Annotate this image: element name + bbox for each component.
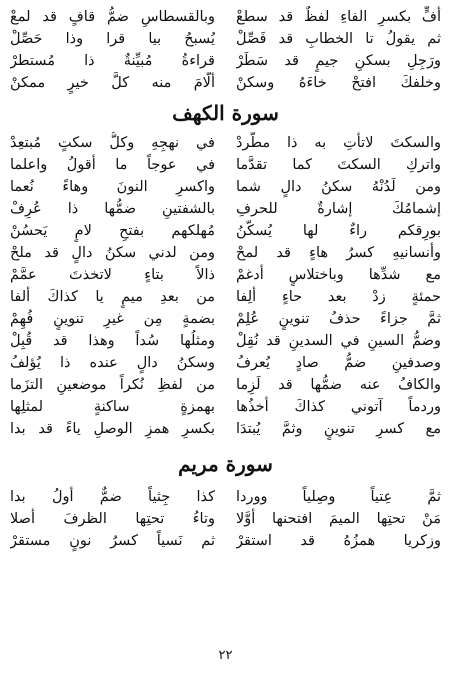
verse-hemistich-left: في نهجِهِ وكلُّ سكتٍ مُبتعِدْ bbox=[10, 135, 215, 151]
verse-line bbox=[10, 198, 441, 220]
verse-hemistich-right: ثم يقولُ تا الخطابِ قد فَصِّلْ bbox=[236, 31, 441, 47]
verse-hemistich-right: ثمَّ جزاءً حذفُ تنوينٍ عُلِمْ bbox=[236, 311, 441, 327]
verse-line bbox=[10, 6, 441, 28]
verse-line bbox=[10, 28, 441, 50]
verse-hemistich-right: ثمَّ عِتياً وصِلياً ووردا bbox=[236, 489, 441, 505]
poem-section-3 bbox=[10, 486, 441, 552]
verse-hemistich-right: والكافُ عنه ضمُّها قد لَزِما bbox=[236, 377, 441, 393]
verse-hemistich-right: إشمامُكَ إشارةٌ للحرفِ bbox=[236, 201, 441, 217]
verse-hemistich-left: ومثلُها سُداً وهذا قد قُبِلْ bbox=[10, 333, 215, 349]
verse-hemistich-right: مع شدِّها وباختلاسٍ أدغمْ bbox=[236, 267, 441, 283]
verse-line bbox=[10, 308, 441, 330]
verse-line bbox=[10, 176, 441, 198]
verse-hemistich-right: مع كسرِ تنوينٍ وثمَّ يُبتدَا bbox=[236, 421, 441, 437]
verse-hemistich-right: وردماً آتوني كذاكَ أخذُها bbox=[236, 399, 441, 415]
verse-line bbox=[10, 154, 441, 176]
verse-line bbox=[10, 264, 441, 286]
verse-line bbox=[10, 286, 441, 308]
verse-hemistich-left: قراءةُ مُبيِّنةٌ ذا مُستطرْ bbox=[10, 53, 215, 69]
verse-hemistich-right: وضمُّ السينِ في السدينِ قد نُقِلْ bbox=[236, 333, 441, 349]
verse-hemistich-left: كذا جِثياً ضمٌّ أولُ بدا bbox=[10, 489, 215, 505]
verse-line bbox=[10, 418, 441, 440]
verse-hemistich-left: ذالاً بتاءٍ لاتخذتَ عمَّمْ bbox=[10, 267, 215, 283]
verse-hemistich-right: وأنسانيهِ كسرُ هاءٍ قد لمحْ bbox=[236, 245, 441, 261]
verse-line bbox=[10, 132, 441, 154]
verse-hemistich-right: مَنْ تحتِها الميمَ افتحنها أوَّلا bbox=[236, 511, 441, 527]
verse-hemistich-right: أُفٍّ بكسرِ الفاءِ لفظٌ قد سطعْ bbox=[236, 9, 441, 25]
verse-hemistich-right: وزكريا همزُهُ قد استقرْ bbox=[236, 533, 441, 549]
verse-hemistich-right: بورِقكم راءٌ لها يُسكَّنُ bbox=[236, 223, 441, 239]
section-title-al-kahf: سورة الكهف bbox=[172, 101, 279, 125]
verse-hemistich-left: يُسبحُ بيا قرا وذا حَصِّلْ bbox=[10, 31, 215, 47]
verse-hemistich-right: وصدفينِ ضمُّ صادٍ يُعرفُ bbox=[236, 355, 441, 371]
verse-hemistich-right: والسكتَ لاتأتِ به ذا مطَّردْ bbox=[236, 135, 441, 151]
verse-hemistich-right: ورَجِلِ بسكنِ جيمٍ قد سَطَرْ bbox=[236, 53, 441, 69]
verse-hemistich-left: بضمةٍ مِن غيرِ تنوينٍ فُهِمْ bbox=[10, 311, 215, 327]
verse-hemistich-left: في عوجاً ما أقولُ واعلما bbox=[10, 157, 215, 173]
verse-line bbox=[10, 72, 441, 94]
verse-line bbox=[10, 396, 441, 418]
verse-hemistich-left: بهمزةٍ ساكنةٍ لمثلِها bbox=[10, 399, 215, 415]
verse-hemistich-left: بكسرِ همزِ الوصلِ ياءً قد بدا bbox=[10, 421, 215, 437]
verse-hemistich-right: ومن لَدُنْهُ سكنُ دالٍ شما bbox=[236, 179, 441, 195]
verse-hemistich-left: ومن لدني سكنُ دالٍ قد ملحْ bbox=[10, 245, 215, 261]
poem-section-2 bbox=[10, 132, 441, 440]
verse-line bbox=[10, 50, 441, 72]
verse-hemistich-left: وسكنُ دالٍ عنده ذا يُؤلفُ bbox=[10, 355, 215, 371]
verse-line bbox=[10, 508, 441, 530]
verse-line bbox=[10, 330, 441, 352]
verse-line bbox=[10, 374, 441, 396]
verse-hemistich-right: واتركِ السكتَ كما تقدَّما bbox=[236, 157, 441, 173]
verse-line bbox=[10, 220, 441, 242]
section-title-maryam: سورة مريم bbox=[178, 452, 273, 476]
verse-line bbox=[10, 486, 441, 508]
verse-hemistich-left: بالشفتينِ ضمُّها ذا عُرِفْ bbox=[10, 201, 215, 217]
verse-hemistich-left: ثم نَسياً كسرُ نونٍ مستقرْ bbox=[10, 533, 215, 549]
verse-hemistich-left: من بعدِ ميمٍ يا كذاكَ أُلفا bbox=[10, 289, 215, 305]
verse-hemistich-left: وتاءُ تحتِها الظرفَ أصلا bbox=[10, 511, 215, 527]
verse-hemistich-left: وبالقسطاسِ ضمُّ قافٍ قد لمعْ bbox=[10, 9, 215, 25]
verse-hemistich-right: وخلفكَ افتحْ خاءَهُ وسكنْ bbox=[236, 75, 441, 91]
verse-line bbox=[10, 530, 441, 552]
poem-section-1 bbox=[10, 6, 441, 94]
page-number: ٢٢ bbox=[218, 648, 233, 663]
verse-hemistich-left: ألَّامَ منه كلَّ خيرٍ ممكنْ bbox=[10, 75, 215, 91]
verse-hemistich-left: مُهلكهم بفتحِ لامٍ يَحسُنْ bbox=[10, 223, 215, 239]
verse-hemistich-left: واكسرِ النونَ وهاءً نُعما bbox=[10, 179, 215, 195]
verse-hemistich-left: من لفظِ نُكراً موضعينِ التزَما bbox=[10, 377, 215, 393]
verse-line bbox=[10, 352, 441, 374]
verse-line bbox=[10, 242, 441, 264]
verse-hemistich-right: حمئةٍ زدْ بعد حاءٍ ألِفا bbox=[236, 289, 441, 305]
